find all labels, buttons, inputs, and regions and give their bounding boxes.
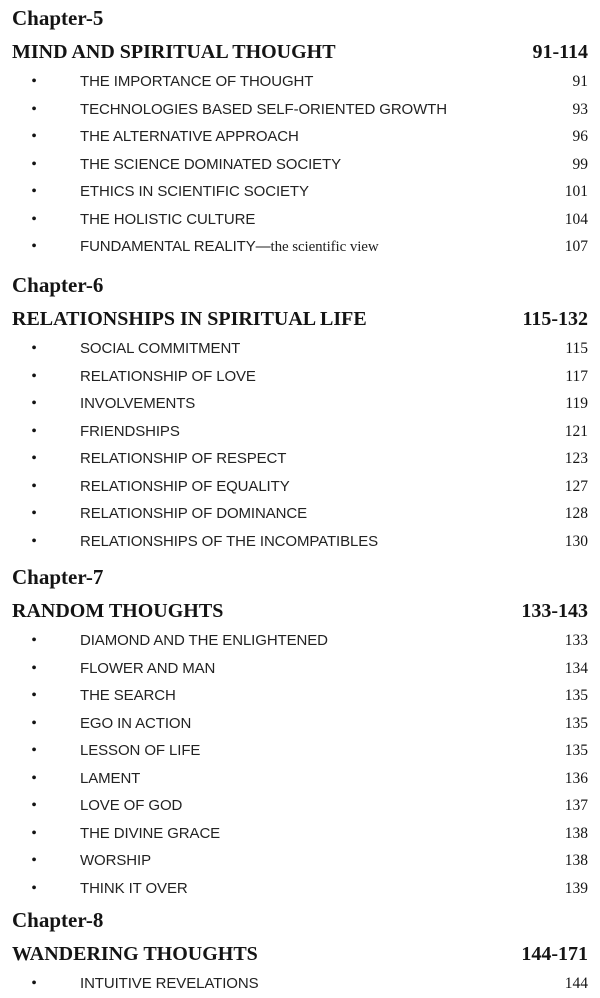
bullet-icon: •	[31, 824, 37, 842]
entry-text: FUNDAMENTAL REALITY—	[80, 237, 271, 255]
bullet-icon: •	[31, 183, 37, 200]
entry-text: FRIENDSHIPS	[80, 422, 180, 440]
entry-text: THE HOLISTIC CULTURE	[80, 210, 256, 228]
entry-title	[80, 820, 565, 848]
entry-page: 133	[564, 632, 588, 649]
bullet-icon: •	[31, 238, 37, 255]
entry-title	[80, 847, 565, 875]
chapter-heading	[0, 36, 600, 68]
entry-title	[80, 970, 565, 998]
entry-page: 135	[564, 714, 588, 732]
bullet-icon: •	[31, 73, 37, 90]
bullet-icon: •	[31, 742, 37, 759]
entry-text: RELATIONSHIP OF LOVE	[80, 367, 256, 385]
entry-text: THE SEARCH	[80, 687, 176, 704]
toc-entry[interactable]	[0, 418, 600, 446]
bullet-icon: •	[31, 632, 37, 649]
entry-page: 139	[564, 879, 588, 897]
toc-entry[interactable]	[0, 682, 600, 710]
entry-text: RELATIONSHIPS OF THE INCOMPATIBLES	[80, 532, 379, 550]
entry-subtitle: the scientific view	[270, 238, 379, 255]
entry-text: EGO IN ACTION	[80, 714, 192, 732]
bullet-icon: •	[31, 797, 37, 814]
entry-page: 115	[565, 340, 588, 357]
entry-title	[80, 737, 565, 765]
bullet-icon: •	[31, 687, 37, 704]
chapter-heading	[0, 938, 600, 970]
chapter-section	[0, 559, 600, 902]
entry-title	[80, 418, 565, 446]
bullet-icon: •	[31, 422, 37, 440]
entry-page: 119	[565, 395, 588, 412]
entry-page: 91	[572, 73, 588, 90]
bullet-icon: •	[31, 477, 37, 495]
entry-text: WORSHIP	[80, 852, 151, 869]
toc-entry[interactable]	[0, 178, 600, 206]
entry-text: LAMENT	[80, 769, 141, 787]
toc-entry[interactable]	[0, 737, 600, 765]
entry-title	[80, 473, 565, 501]
entry-title	[80, 123, 573, 151]
entry-page: 121	[564, 422, 588, 440]
entry-title	[80, 500, 565, 528]
toc-entry[interactable]	[0, 96, 600, 124]
bullet-icon: •	[31, 395, 37, 412]
toc-entry[interactable]	[0, 970, 600, 998]
entry-title	[80, 206, 565, 234]
entry-text: RELATIONSHIP OF EQUALITY	[80, 477, 290, 495]
bullet-icon: •	[31, 659, 37, 677]
entry-page: 144	[564, 975, 588, 992]
entry-page: 127	[564, 477, 588, 495]
entry-page: 138	[564, 852, 588, 869]
entry-title	[80, 363, 565, 391]
entry-page: 130	[564, 532, 588, 550]
toc-entry[interactable]	[0, 820, 600, 848]
bullet-icon: •	[31, 210, 37, 228]
bullet-icon: •	[31, 155, 37, 173]
toc-entry[interactable]	[0, 847, 600, 875]
entry-page: 117	[565, 367, 588, 385]
entry-text: INTUITIVE REVELATIONS	[80, 975, 259, 992]
toc-entry[interactable]	[0, 792, 600, 820]
entry-page: 99	[572, 155, 588, 173]
bullet-icon: •	[31, 100, 37, 118]
chapter-section	[0, 902, 600, 998]
bullet-icon: •	[31, 340, 37, 357]
toc-entry[interactable]	[0, 500, 600, 528]
entry-page: 128	[564, 505, 588, 522]
entry-title	[80, 68, 573, 96]
chapter-section	[0, 267, 600, 555]
entry-text: THE DIVINE GRACE	[80, 824, 221, 842]
toc-entry[interactable]	[0, 765, 600, 793]
chapter-heading	[0, 595, 600, 627]
entry-page: 104	[564, 210, 588, 228]
chapter-label: Chapter-6	[12, 273, 104, 297]
entry-text: THE SCIENCE DOMINATED SOCIETY	[80, 155, 342, 173]
entry-title	[80, 445, 565, 473]
entry-page: 101	[564, 183, 588, 200]
entry-title	[80, 390, 565, 418]
bullet-icon: •	[31, 714, 37, 732]
entry-text: FLOWER AND MAN	[80, 659, 216, 677]
chapter-page-range: 115-132	[522, 308, 588, 330]
entry-title	[80, 96, 573, 124]
toc-entry[interactable]	[0, 528, 600, 556]
toc-entry[interactable]	[0, 363, 600, 391]
toc-entry[interactable]	[0, 655, 600, 683]
entry-title	[80, 765, 565, 793]
chapter-title: MIND AND SPIRITUAL THOUGHT	[12, 41, 336, 63]
entry-text: RELATIONSHIP OF RESPECT	[80, 450, 287, 467]
entry-page: 138	[564, 824, 588, 842]
entry-page: 96	[572, 128, 588, 145]
bullet-icon: •	[31, 128, 37, 145]
chapter-page-range: 133-143	[521, 600, 588, 622]
entry-title	[80, 178, 565, 206]
entry-text: THINK IT OVER	[80, 879, 188, 897]
toc-entry[interactable]	[0, 68, 600, 96]
entry-text: TECHNOLOGIES BASED SELF-ORIENTED GROWTH	[80, 100, 447, 118]
entry-title	[80, 335, 565, 363]
bullet-icon: •	[31, 450, 37, 467]
entry-text: DIAMOND AND THE ENLIGHTENED	[80, 632, 328, 649]
chapter-title: WANDERING THOUGHTS	[12, 943, 258, 965]
chapter-heading	[0, 303, 600, 335]
entry-title	[80, 627, 565, 655]
toc-entry[interactable]	[0, 627, 600, 655]
toc-entry[interactable]	[0, 710, 600, 738]
chapter-label: Chapter-7	[12, 565, 104, 589]
chapter-title: RELATIONSHIPS IN SPIRITUAL LIFE	[12, 308, 367, 330]
entry-page: 135	[564, 742, 588, 759]
toc-entry[interactable]	[0, 445, 600, 473]
toc-entry[interactable]	[0, 151, 600, 179]
toc-entry[interactable]	[0, 875, 600, 903]
entry-page: 137	[564, 797, 588, 814]
chapter-title: RANDOM THOUGHTS	[12, 600, 224, 622]
toc-entry[interactable]	[0, 233, 600, 261]
bullet-icon: •	[31, 532, 37, 550]
bullet-icon: •	[31, 769, 37, 787]
toc-entry[interactable]	[0, 473, 600, 501]
entry-title	[80, 682, 565, 710]
entry-title	[80, 655, 565, 683]
entry-text: SOCIAL COMMITMENT	[80, 340, 241, 357]
entry-title	[80, 875, 565, 903]
entry-page: 135	[564, 687, 588, 704]
toc-entry[interactable]	[0, 123, 600, 151]
toc-entry[interactable]	[0, 390, 600, 418]
entry-page: 134	[564, 659, 588, 677]
entry-page: 107	[564, 238, 588, 255]
chapter-page-range: 91-114	[532, 41, 588, 63]
entry-title	[80, 151, 573, 179]
chapter-page-range: 144-171	[521, 943, 588, 965]
entry-title	[80, 710, 565, 738]
entry-page: 93	[572, 100, 588, 118]
bullet-icon: •	[31, 852, 37, 869]
chapter-label: Chapter-5	[12, 6, 104, 30]
bullet-icon: •	[31, 879, 37, 897]
chapter-label: Chapter-8	[12, 908, 104, 932]
entry-text: RELATIONSHIP OF DOMINANCE	[80, 505, 307, 522]
entry-text: LOVE OF GOD	[80, 797, 183, 814]
bullet-icon: •	[31, 367, 37, 385]
entry-page: 136	[564, 769, 588, 787]
entry-text: ETHICS IN SCIENTIFIC SOCIETY	[80, 183, 309, 200]
entry-title	[80, 792, 565, 820]
entry-title	[80, 528, 565, 556]
entry-text: INVOLVEMENTS	[80, 395, 196, 412]
bullet-icon: •	[31, 975, 37, 992]
entry-page: 123	[564, 450, 588, 467]
entry-text: LESSON OF LIFE	[80, 742, 201, 759]
entry-text: THE ALTERNATIVE APPROACH	[80, 128, 299, 145]
toc-entry[interactable]	[0, 206, 600, 234]
bullet-icon: •	[31, 505, 37, 522]
chapter-section	[0, 0, 600, 261]
toc-entry[interactable]	[0, 335, 600, 363]
entry-text: THE IMPORTANCE OF THOUGHT	[80, 73, 314, 90]
entry-title	[80, 233, 565, 262]
